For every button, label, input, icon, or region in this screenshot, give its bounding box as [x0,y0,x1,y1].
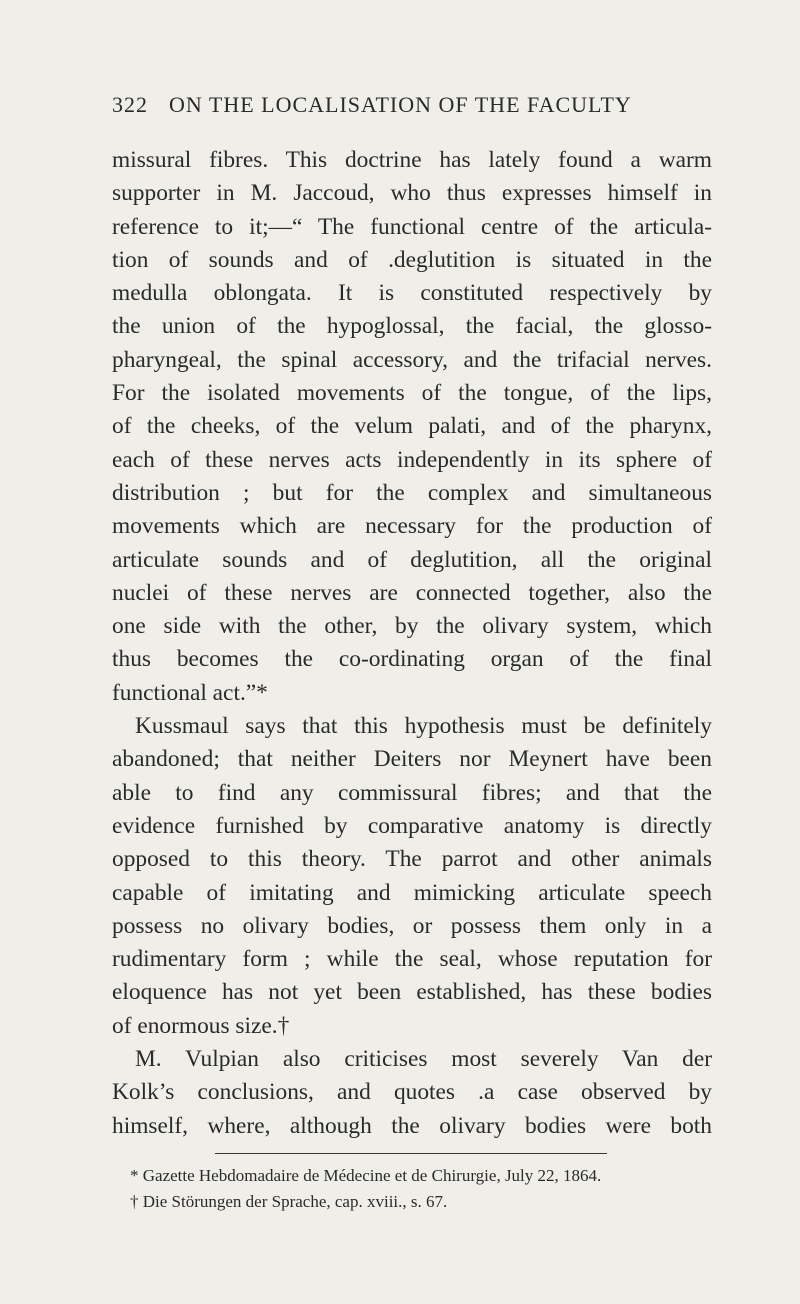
text-line: thus becomes the co-ordinating organ of the final [112,646,712,673]
text-line: functional act.”* [112,679,268,706]
text-line: himself, where, although the olivary bodies were both [112,1112,712,1139]
text-line: of enormous size.† [112,1012,290,1039]
footnote-divider [215,1153,607,1154]
text-line: M. Vulpian also criticises most severely Van der [135,1046,712,1073]
text-line: supporter in M. Jaccoud, who thus expresses himself in [112,180,712,207]
text-line: distribution ; but for the complex and simultaneous [112,479,712,506]
text-line: rudimentary form ; while the seal, whose reputation for [112,946,712,973]
text-line: opposed to this theory. The parrot and other animals [112,846,712,873]
text-line: able to find any commissural fibres; and that the [112,779,712,806]
text-line: nuclei of these nerves are connected together, also the [112,579,712,606]
text-line: movements which are necessary for the production of [112,513,712,540]
text-line: pharyngeal, the spinal accessory, and the trifacial nerves. [112,346,712,373]
text-line: capable of imitating and mimicking articulate speech [112,879,712,906]
body-text [112,144,712,1143]
text-line: medulla oblongata. It is constituted respectively by [112,280,712,307]
footnote: * Gazette Hebdomadaire de Médecine et de Chirurgie, July 22, 1864. [130,1166,602,1185]
text-line: Kussmaul says that this hypothesis must be definitely [135,713,712,740]
running-title: ON THE LOCALISATION OF THE FACULTY [169,92,632,117]
text-line: possess no olivary bodies, or possess them only in a [112,912,712,939]
text-line: evidence furnished by comparative anatomy is directly [112,812,712,839]
text-line: articulate sounds and of deglutition, all the original [112,546,712,573]
text-line: one side with the other, by the olivary system, which [112,613,712,640]
footnotes [130,1163,730,1215]
page-number: 322 [112,92,148,117]
text-line: eloquence has not yet been established, has these bodies [112,979,712,1006]
footnote: † Die Störungen der Sprache, cap. xviii., s. 67. [130,1192,448,1211]
text-line: the union of the hypoglossal, the facial, the glosso- [112,313,712,340]
text-line: Kolk’s conclusions, and quotes .a case observed by [112,1079,712,1106]
text-line: of the cheeks, of the velum palati, and of the pharynx, [112,413,712,440]
running-head [112,92,732,124]
text-line: missural fibres. This doctrine has lately found a warm [112,147,712,173]
text-line: reference to it;—“ The functional centre of the articula- [112,213,712,240]
text-line: abandoned; that neither Deiters nor Meynert have been [112,746,712,773]
text-line: each of these nerves acts independently in its sphere of [112,446,712,473]
text-line: For the isolated movements of the tongue, of the lips, [112,380,712,407]
text-line: tion of sounds and of .deglutition is situated in the [112,246,712,273]
